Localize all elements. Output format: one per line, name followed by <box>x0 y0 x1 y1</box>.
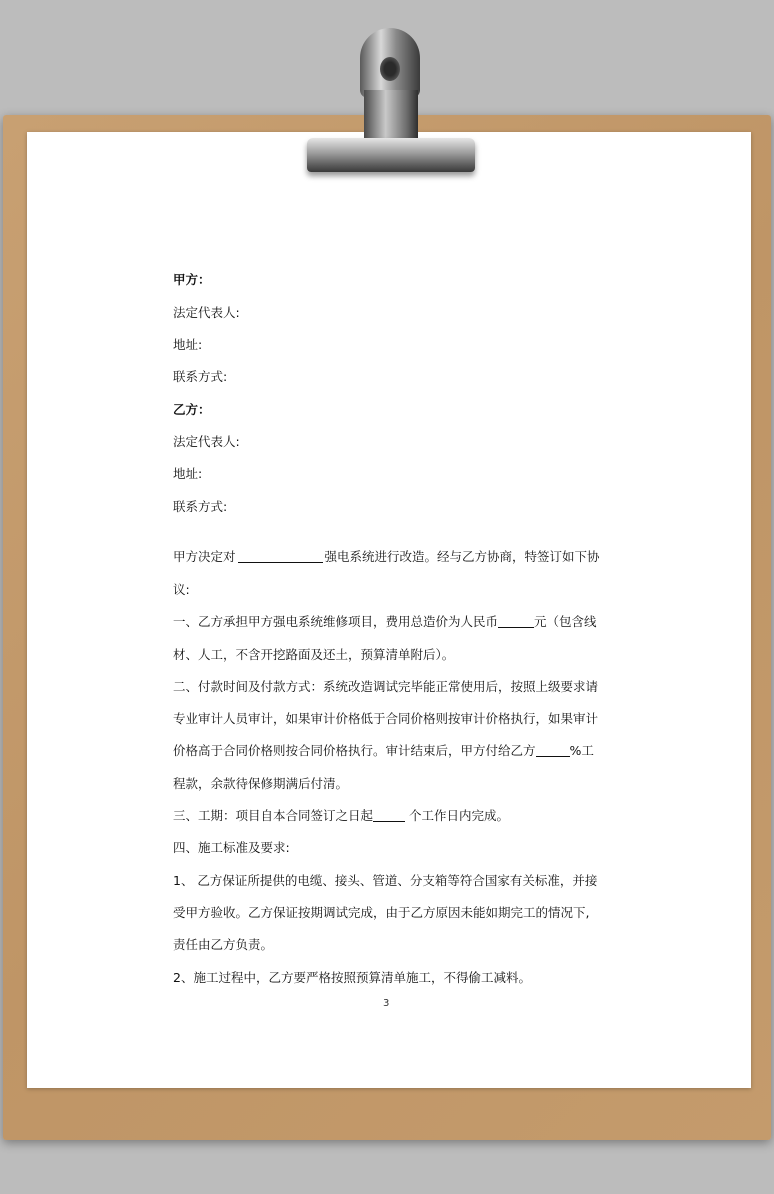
intro-text-a: 甲方决定对 <box>173 549 236 564</box>
clip-body <box>364 90 418 142</box>
document-page <box>27 132 751 1088</box>
clause4-heading: 四、施工标准及要求: <box>173 840 290 855</box>
party-b-address: 地址: <box>173 466 203 481</box>
intro-line-2: 议: <box>173 582 190 597</box>
clause3-text-a: 三、工期：项目自本合同签订之日起 <box>173 808 374 823</box>
blank-payment-percent <box>536 742 570 757</box>
clause2-line-3 <box>173 741 594 761</box>
clause2-line-1: 二、付款时间及付款方式：系统改造调试完毕能正常使用后，按照上级要求请 <box>173 679 599 694</box>
intro-text-b: 强电系统进行改造。经与乙方协商，特签订如下协 <box>324 549 600 564</box>
clause4-1-line-2: 受甲方验收。乙方保证按期调试完成，由于乙方原因未能如期完工的情况下, <box>173 905 590 920</box>
blank-total-price <box>498 613 534 628</box>
party-b-representative: 法定代表人: <box>173 434 240 449</box>
party-b-contact: 联系方式: <box>173 499 228 514</box>
clip-base <box>307 138 475 172</box>
clause2-text-b: %工 <box>569 743 594 758</box>
page-number: 3 <box>383 998 390 1009</box>
party-a-representative: 法定代表人: <box>173 305 240 320</box>
clip-hole <box>380 57 400 81</box>
clause1-line-2: 材、人工，不含开挖路面及还土，预算清单附后）。 <box>173 647 455 662</box>
party-a-heading: 甲方： <box>173 272 211 287</box>
party-b-heading: 乙方： <box>173 402 211 417</box>
clause1-text-a: 一、乙方承担甲方强电系统维修项目，费用总造价为人民币 <box>173 614 499 629</box>
clause3-line <box>173 806 509 826</box>
blank-project-name <box>238 548 323 563</box>
party-a-contact: 联系方式: <box>173 369 228 384</box>
clause2-text-a: 价格高于合同价格则按合同价格执行。审计结束后，甲方付给乙方 <box>173 743 536 758</box>
clause2-line-4: 程款，余款待保修期满后付清。 <box>173 776 349 791</box>
intro-line-1 <box>173 547 600 567</box>
clause4-2-line: 2、施工过程中，乙方要严格按照预算清单施工，不得偷工减料。 <box>173 970 531 985</box>
clause1-text-b: 元（包含线 <box>534 614 597 629</box>
clause1-line-1 <box>173 612 597 632</box>
blank-work-days <box>373 807 405 822</box>
party-a-address: 地址: <box>173 337 203 352</box>
clause4-1-line-3: 责任由乙方负责。 <box>173 937 274 952</box>
clause2-line-2: 专业审计人员审计，如果审计价格低于合同价格则按审计价格执行，如果审计 <box>173 711 599 726</box>
clause4-1-line-1: 1、 乙方保证所提供的电缆、接头、管道、分支箱等符合国家有关标准，并接 <box>173 873 598 888</box>
clause3-text-b: 个工作日内完成。 <box>405 808 509 823</box>
